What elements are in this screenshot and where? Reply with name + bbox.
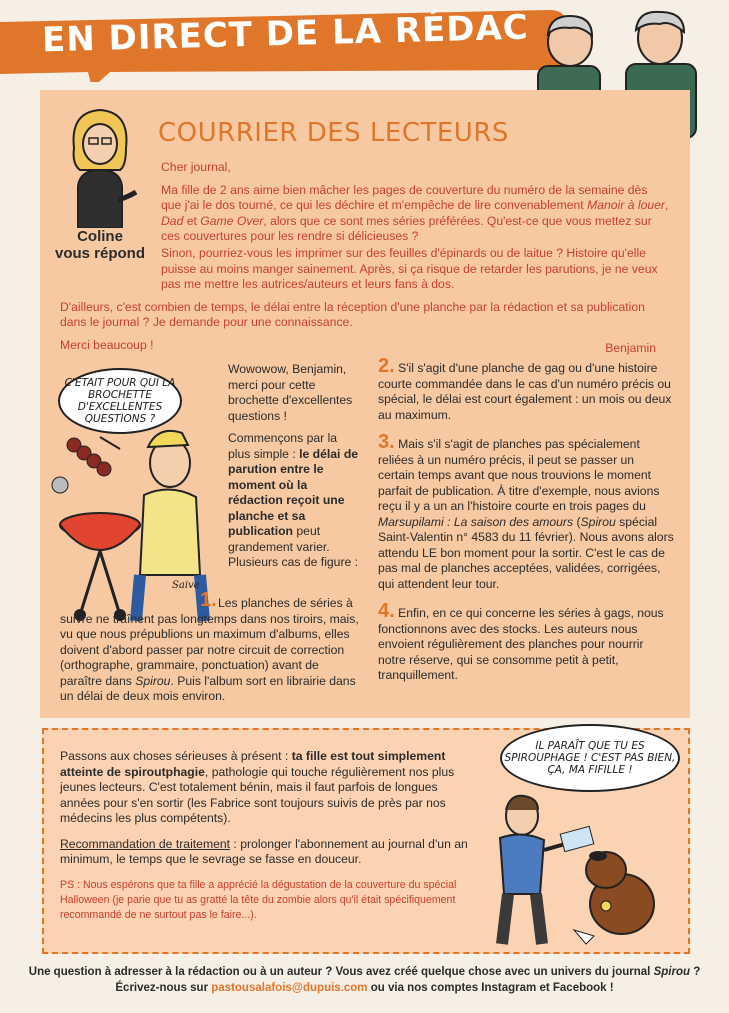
letter-signature: Benjamin xyxy=(605,341,656,355)
artist-signature: Saive xyxy=(172,580,200,591)
answer-lead: Commençons par la plus simple : le délai de parution entre le moment où la rédaction reçoit une planche et sa publication peut grandement varier. Plusieurs cas de figure : xyxy=(228,431,359,569)
diagnosis-text xyxy=(60,749,476,930)
answer-column-left xyxy=(228,362,360,578)
letter-paragraph-3: D'ailleurs, c'est combien de temps, le délai entre la réception d'une planche par la rédaction et sa publication dans le journal ? Je demande pour une connaissance. xyxy=(60,299,645,329)
letter-paragraph-2: Sinon, pourriez-vous les imprimer sur des feuilles d'épinards ou de laitue ? Histoire qu'elle puisse au moins manger sainement. Après, si ça risque de retarder les parutions, je ne veux pas me mettre les autrices/auteurs et leurs fans à dos. xyxy=(161,246,658,291)
speech-bubble-dog: IL PARAÎT QUE TU ES SPIROUPHAGE ! C'EST PAS BIEN, ÇA, MA FIFILLE ! xyxy=(500,724,680,792)
answer-column-right xyxy=(378,355,674,691)
section-title: COURRIER DES LECTEURS xyxy=(158,118,509,148)
dog-illustration xyxy=(482,794,678,950)
footer-line-2: Écrivez-nous sur pastousalafois@dupuis.com ou via nos comptes Instagram et Facebook ! xyxy=(115,982,614,994)
letter-greeting: Cher journal, xyxy=(161,160,231,174)
diagnosis-paragraph: Passons aux choses sérieuses à présent : ta fille est tout simplement atteinte de spiroutphagie, pathologie qui touche régulièrement nos plus jeunes lecteurs. C'est totalement bénin, mais il faut parfois de longues années pour s'en sortir (les Fabrice sont toujours suivis de près par nos médecins les plus compétents). xyxy=(60,749,455,825)
header-title: EN DIRECT DE LA RÉDAC xyxy=(41,7,530,61)
letter-thanks: Merci beaucoup ! xyxy=(60,337,154,352)
case-4: 4. Enfin, en ce qui concerne les séries à gags, nous fonctionnons avec des stocks. Les auteurs nous envoient régulièrement des planches pour nourrir notre réserve, qui se consomme petit à petit, tranquillement. xyxy=(378,600,664,682)
bbq-illustration xyxy=(40,425,220,625)
case-2: 2. S'il s'agit d'une planche de gag ou d'une histoire courte commandée dans le cas d'un numéro précis ou spécial, le délai est court également : un mois ou deux au maximum. xyxy=(378,355,672,422)
letter-paragraph-1: Ma fille de 2 ans aime bien mâcher les pages de couverture du numéro de la semaine dès que j'ai le dos tourné, ce qui les déchire et m'empêche de lire convenablement Manoir à louer, Dad et Game Over, alors que ce sont mes séries préférées. Qu'est-ce que vous mettez sur ces couvertures pour les rendre si délicieuses ? xyxy=(161,182,669,243)
respondent-name: Coline xyxy=(77,228,123,245)
footer-line-1: Une question à adresser à la rédaction ou à un auteur ? Vous avez créé quelque chose avec un univers du journal Spirou ? xyxy=(28,966,701,978)
case-1-number: 1. xyxy=(200,589,217,611)
answer-intro: Wowowow, Benjamin, merci pour cette brochette d'excellentes questions ! xyxy=(228,362,353,423)
case-1-text: Les planches de séries à suivre ne traînent pas longtemps dans nos tiroirs, mais, vu que nous prépublions un maximum d'albums, elles doivent d'abord passer par notre circuit de correction (orthographe, grammaire, ponctuation) avant de paraître dans Spirou. Puis l'album sort en librairie dans un délai de deux mois environ. xyxy=(60,596,359,703)
respondent-role: vous répond xyxy=(54,245,145,262)
treatment-recommendation: Recommandation de traitement : prolonger l'abonnement au journal d'un an minimum, le temps que le sevrage se fasse en douceur. xyxy=(60,836,468,866)
coline-avatar xyxy=(60,104,140,228)
contact-email-link[interactable]: pastousalafois@dupuis.com xyxy=(211,982,368,994)
case-3: 3. Mais s'il s'agit de planches pas spécialement reliées à un numéro précis, il peut se passer un certain temps avant que nous trouvions le moment parfait de publication. À titre d'exemple, nous avions reçu il y a un an l'histoire courte en trois pages du Marsupilami : La saison des amours (Spirou spécial Saint-Valentin n° 4583 du 11 février). Nous avons alors attendu LE bon moment pour la sortir. C'est le cas de pas mal de planches acceptées, validées, corrigées, qui attendent leur tour. xyxy=(378,431,674,591)
postscript: PS : Nous espérons que ta fille a apprécié la dégustation de la couverture du spécial Halloween (je parie que tu as gratté la tête du zombie alors qu'il était spécifiquement recommandé de ne surtout pas le faire...). xyxy=(60,878,457,921)
reader-letter xyxy=(161,160,671,252)
speech-bubble-bbq: C'ÉTAIT POUR QUI LA BROCHETTE D'EXCELLENTES QUESTIONS ? xyxy=(58,368,182,434)
